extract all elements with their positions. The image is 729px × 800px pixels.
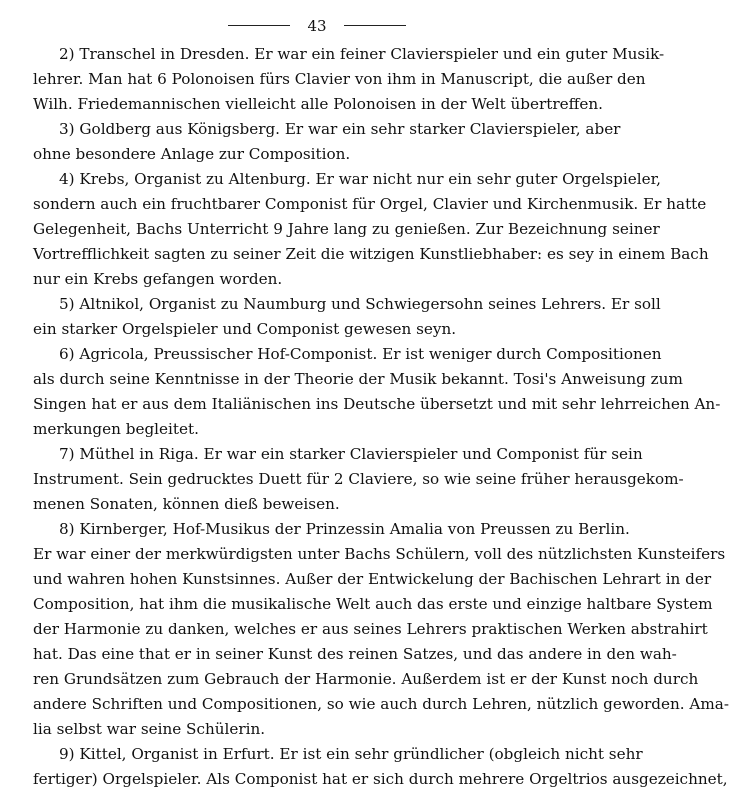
page-header (0, 14, 633, 38)
text-line: 9) Kittel, Organist in Erfurt. Er ist ein sehr gründlicher (obgleich nicht sehr (59, 745, 643, 763)
text-line: hat. Das eine that er in seiner Kunst des reinen Satzes, und das andere in den wah- (33, 645, 677, 663)
text-line: 3) Goldberg aus Königsberg. Er war ein sehr starker Clavierspieler, aber (59, 120, 621, 138)
header-rule-right (344, 25, 406, 26)
text-line: andere Schriften und Compositionen, so wie auch durch Lehren, nützlich geworden. Ama- (33, 695, 729, 713)
text-line: merkungen begleitet. (33, 420, 199, 438)
text-line: 4) Krebs, Organist zu Altenburg. Er war nicht nur ein sehr guter Orgelspieler, (59, 170, 661, 188)
text-line: ohne besondere Anlage zur Composition. (33, 145, 351, 163)
text-line: Vortrefflichkeit sagten zu seiner Zeit die witzigen Kunstliebhaber: es sey in einem Bach (33, 245, 709, 263)
text-line: menen Sonaten, können dieß beweisen. (33, 495, 340, 513)
text-line: 6) Agricola, Preussischer Hof-Componist. Er ist weniger durch Compositionen (59, 345, 662, 363)
text-line: 7) Müthel in Riga. Er war ein starker Clavierspieler und Componist für sein (59, 445, 643, 463)
page-number: 43 (307, 17, 327, 35)
text-line: ein starker Orgelspieler und Componist gewesen seyn. (33, 320, 457, 338)
text-line: nur ein Krebs gefangen worden. (33, 270, 283, 288)
page-body-text (33, 42, 729, 792)
text-line: fertiger) Orgelspieler. Als Componist hat er sich durch mehrere Orgeltrios ausgezeichnet, (33, 770, 728, 788)
text-line: Wilh. Friedemannischen vielleicht alle Polonoisen in der Welt übertreffen. (33, 95, 604, 113)
text-line: Singen hat er aus dem Italiänischen ins Deutsche übersetzt und mit sehr lehrreichen An- (33, 395, 721, 413)
text-line: ren Grundsätzen zum Gebrauch der Harmonie. Außerdem ist er der Kunst noch durch (33, 670, 699, 688)
text-line: als durch seine Kenntnisse in der Theorie der Musik bekannt. Tosi's Anweisung zum (33, 370, 683, 388)
header-rule-left (228, 25, 290, 26)
text-line: und wahren hohen Kunstsinnes. Außer der Entwickelung der Bachischen Lehrart in der (33, 570, 712, 588)
text-line: 8) Kirnberger, Hof-Musikus der Prinzessin Amalia von Preussen zu Berlin. (59, 520, 630, 538)
text-line: 5) Altnikol, Organist zu Naumburg und Schwiegersohn seines Lehrers. Er soll (59, 295, 661, 313)
text-line: Er war einer der merkwürdigsten unter Bachs Schülern, voll des nützlichsten Kunsteifers (33, 545, 726, 563)
text-line: Composition, hat ihm die musikalische Welt auch das erste und einzige haltbare System (33, 595, 713, 613)
text-line: Instrument. Sein gedrucktes Duett für 2 Claviere, so wie seine früher herausgekom- (33, 470, 684, 488)
text-line: 2) Transchel in Dresden. Er war ein feiner Clavierspieler und ein guter Musik- (59, 45, 665, 63)
text-line: lia selbst war seine Schülerin. (33, 720, 266, 738)
text-line: der Harmonie zu danken, welches er aus seines Lehrers praktischen Werken abstrahirt (33, 620, 708, 638)
text-line: Gelegenheit, Bachs Unterricht 9 Jahre lang zu genießen. Zur Bezeichnung seiner (33, 220, 660, 238)
text-line: sondern auch ein fruchtbarer Componist für Orgel, Clavier und Kirchenmusik. Er hatte (33, 195, 707, 213)
text-line: lehrer. Man hat 6 Polonoisen fürs Clavier von ihm in Manuscript, die außer den (33, 70, 646, 88)
